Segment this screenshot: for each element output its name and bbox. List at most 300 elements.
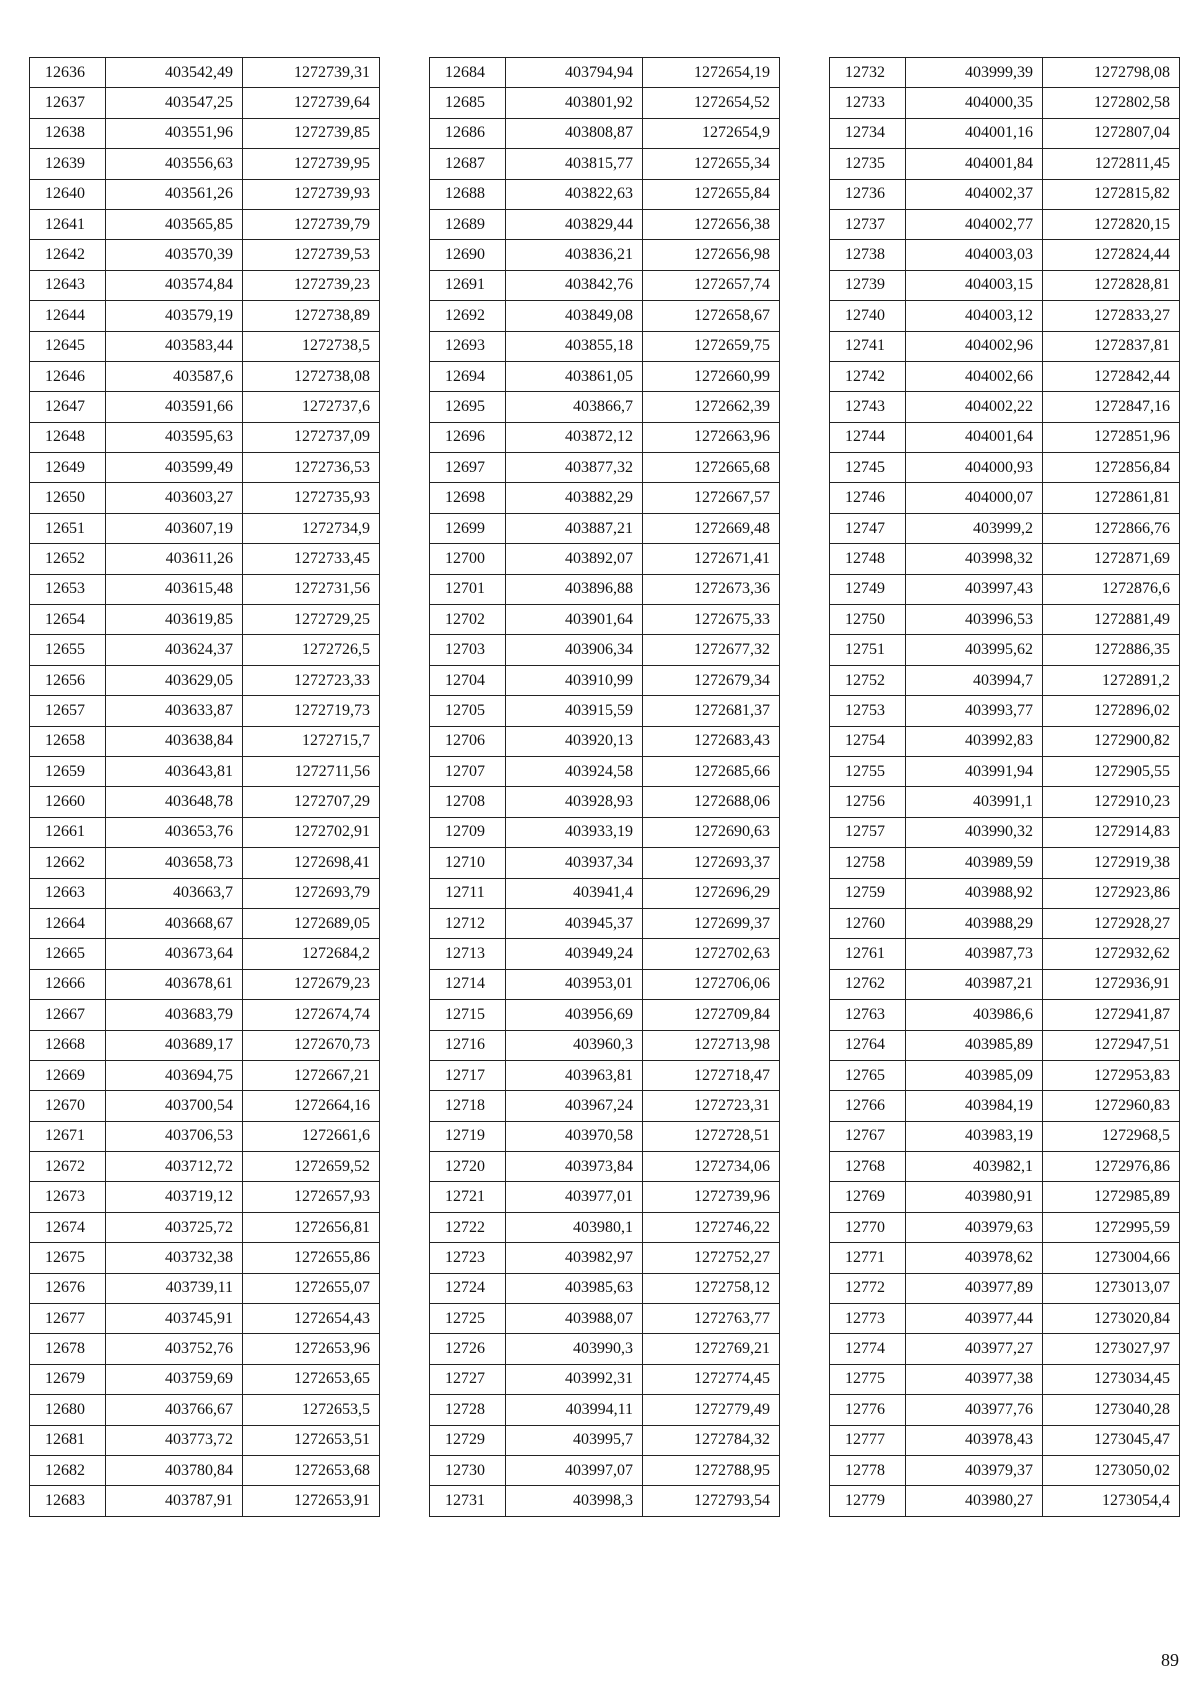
x-coordinate: 403808,87 bbox=[506, 118, 643, 148]
point-number: 12764 bbox=[830, 1030, 906, 1060]
table-row bbox=[430, 1030, 780, 1060]
x-coordinate: 403928,93 bbox=[506, 787, 643, 817]
x-coordinate: 404000,07 bbox=[906, 483, 1043, 513]
x-coordinate: 403990,3 bbox=[506, 1334, 643, 1364]
point-number: 12776 bbox=[830, 1395, 906, 1425]
point-number: 12733 bbox=[830, 88, 906, 118]
y-coordinate: 1272779,49 bbox=[643, 1395, 780, 1425]
table-row bbox=[830, 331, 1180, 361]
x-coordinate: 403872,12 bbox=[506, 422, 643, 452]
y-coordinate: 1272657,74 bbox=[643, 270, 780, 300]
table-row bbox=[830, 301, 1180, 331]
point-number: 12684 bbox=[430, 58, 506, 88]
y-coordinate: 1272715,7 bbox=[243, 726, 380, 756]
y-coordinate: 1272662,39 bbox=[643, 392, 780, 422]
x-coordinate: 403910,99 bbox=[506, 665, 643, 695]
table-row bbox=[30, 58, 380, 88]
x-coordinate: 403759,69 bbox=[106, 1364, 243, 1394]
table-row bbox=[430, 422, 780, 452]
point-number: 12663 bbox=[30, 878, 106, 908]
point-number: 12701 bbox=[430, 574, 506, 604]
y-coordinate: 1272702,91 bbox=[243, 817, 380, 847]
table-row bbox=[830, 453, 1180, 483]
y-coordinate: 1272656,98 bbox=[643, 240, 780, 270]
y-coordinate: 1272698,41 bbox=[243, 848, 380, 878]
point-number: 12751 bbox=[830, 635, 906, 665]
table-row bbox=[430, 270, 780, 300]
point-number: 12655 bbox=[30, 635, 106, 665]
point-number: 12648 bbox=[30, 422, 106, 452]
y-coordinate: 1272713,98 bbox=[643, 1030, 780, 1060]
x-coordinate: 404001,16 bbox=[906, 118, 1043, 148]
table-row bbox=[430, 574, 780, 604]
y-coordinate: 1272671,41 bbox=[643, 544, 780, 574]
y-coordinate: 1272660,99 bbox=[643, 361, 780, 391]
y-coordinate: 1272811,45 bbox=[1043, 149, 1180, 179]
table-row bbox=[830, 574, 1180, 604]
table-row bbox=[430, 878, 780, 908]
point-number: 12703 bbox=[430, 635, 506, 665]
table-row bbox=[30, 878, 380, 908]
x-coordinate: 403822,63 bbox=[506, 179, 643, 209]
x-coordinate: 403977,38 bbox=[906, 1364, 1043, 1394]
x-coordinate: 403801,92 bbox=[506, 88, 643, 118]
x-coordinate: 403933,19 bbox=[506, 817, 643, 847]
x-coordinate: 403619,85 bbox=[106, 605, 243, 635]
x-coordinate: 403678,61 bbox=[106, 969, 243, 999]
point-number: 12695 bbox=[430, 392, 506, 422]
table-row bbox=[30, 422, 380, 452]
table-row bbox=[430, 58, 780, 88]
point-number: 12755 bbox=[830, 756, 906, 786]
x-coordinate: 403945,37 bbox=[506, 908, 643, 938]
x-coordinate: 403574,84 bbox=[106, 270, 243, 300]
point-number: 12728 bbox=[430, 1395, 506, 1425]
y-coordinate: 1272654,9 bbox=[643, 118, 780, 148]
point-number: 12754 bbox=[830, 726, 906, 756]
x-coordinate: 403542,49 bbox=[106, 58, 243, 88]
table-row bbox=[30, 848, 380, 878]
y-coordinate: 1272914,83 bbox=[1043, 817, 1180, 847]
y-coordinate: 1272733,45 bbox=[243, 544, 380, 574]
point-number: 12666 bbox=[30, 969, 106, 999]
point-number: 12686 bbox=[430, 118, 506, 148]
x-coordinate: 403766,67 bbox=[106, 1395, 243, 1425]
table-row bbox=[830, 817, 1180, 847]
table-row bbox=[430, 1121, 780, 1151]
point-number: 12750 bbox=[830, 605, 906, 635]
point-number: 12690 bbox=[430, 240, 506, 270]
table-row bbox=[30, 301, 380, 331]
y-coordinate: 1272707,29 bbox=[243, 787, 380, 817]
x-coordinate: 403855,18 bbox=[506, 331, 643, 361]
point-number: 12727 bbox=[430, 1364, 506, 1394]
y-coordinate: 1272798,08 bbox=[1043, 58, 1180, 88]
point-number: 12753 bbox=[830, 696, 906, 726]
x-coordinate: 403915,59 bbox=[506, 696, 643, 726]
point-number: 12713 bbox=[430, 939, 506, 969]
x-coordinate: 403694,75 bbox=[106, 1060, 243, 1090]
point-number: 12766 bbox=[830, 1091, 906, 1121]
point-number: 12682 bbox=[30, 1455, 106, 1485]
point-number: 12699 bbox=[430, 513, 506, 543]
x-coordinate: 403982,97 bbox=[506, 1243, 643, 1273]
point-number: 12661 bbox=[30, 817, 106, 847]
y-coordinate: 1272856,84 bbox=[1043, 453, 1180, 483]
x-coordinate: 403663,7 bbox=[106, 878, 243, 908]
point-number: 12721 bbox=[430, 1182, 506, 1212]
table-row bbox=[830, 696, 1180, 726]
point-number: 12665 bbox=[30, 939, 106, 969]
table-row bbox=[830, 726, 1180, 756]
table-row bbox=[430, 1334, 780, 1364]
table-row bbox=[830, 118, 1180, 148]
point-number: 12718 bbox=[430, 1091, 506, 1121]
x-coordinate: 403732,38 bbox=[106, 1243, 243, 1273]
table-row bbox=[30, 483, 380, 513]
table-row bbox=[30, 635, 380, 665]
table-row bbox=[830, 392, 1180, 422]
x-coordinate: 403556,63 bbox=[106, 149, 243, 179]
table-row bbox=[430, 696, 780, 726]
table-row bbox=[430, 939, 780, 969]
x-coordinate: 403979,37 bbox=[906, 1455, 1043, 1485]
point-number: 12658 bbox=[30, 726, 106, 756]
x-coordinate: 403984,19 bbox=[906, 1091, 1043, 1121]
point-number: 12645 bbox=[30, 331, 106, 361]
y-coordinate: 1272734,06 bbox=[643, 1152, 780, 1182]
point-number: 12659 bbox=[30, 756, 106, 786]
x-coordinate: 403842,76 bbox=[506, 270, 643, 300]
point-number: 12715 bbox=[430, 1000, 506, 1030]
y-coordinate: 1272699,37 bbox=[643, 908, 780, 938]
table-row bbox=[30, 209, 380, 239]
x-coordinate: 403861,05 bbox=[506, 361, 643, 391]
x-coordinate: 403565,85 bbox=[106, 209, 243, 239]
table-row bbox=[30, 149, 380, 179]
x-coordinate: 403985,09 bbox=[906, 1060, 1043, 1090]
point-number: 12660 bbox=[30, 787, 106, 817]
point-number: 12732 bbox=[830, 58, 906, 88]
x-coordinate: 403949,24 bbox=[506, 939, 643, 969]
table-row bbox=[830, 1091, 1180, 1121]
x-coordinate: 403980,27 bbox=[906, 1486, 1043, 1516]
y-coordinate: 1272995,59 bbox=[1043, 1212, 1180, 1242]
table-row bbox=[430, 301, 780, 331]
point-number: 12747 bbox=[830, 513, 906, 543]
y-coordinate: 1272737,09 bbox=[243, 422, 380, 452]
table-row bbox=[830, 270, 1180, 300]
point-number: 12745 bbox=[830, 453, 906, 483]
x-coordinate: 403633,87 bbox=[106, 696, 243, 726]
y-coordinate: 1272719,73 bbox=[243, 696, 380, 726]
table-row bbox=[830, 1486, 1180, 1516]
table-row bbox=[830, 756, 1180, 786]
point-number: 12704 bbox=[430, 665, 506, 695]
y-coordinate: 1272690,63 bbox=[643, 817, 780, 847]
x-coordinate: 403979,63 bbox=[906, 1212, 1043, 1242]
y-coordinate: 1272664,16 bbox=[243, 1091, 380, 1121]
point-number: 12748 bbox=[830, 544, 906, 574]
y-coordinate: 1273027,97 bbox=[1043, 1334, 1180, 1364]
x-coordinate: 403960,3 bbox=[506, 1030, 643, 1060]
table-row bbox=[430, 1000, 780, 1030]
point-number: 12669 bbox=[30, 1060, 106, 1090]
x-coordinate: 403994,11 bbox=[506, 1395, 643, 1425]
table-row bbox=[830, 179, 1180, 209]
y-coordinate: 1272653,96 bbox=[243, 1334, 380, 1364]
table-row bbox=[430, 118, 780, 148]
table-row bbox=[30, 1091, 380, 1121]
point-number: 12740 bbox=[830, 301, 906, 331]
x-coordinate: 404000,35 bbox=[906, 88, 1043, 118]
table-row bbox=[30, 1060, 380, 1090]
x-coordinate: 403920,13 bbox=[506, 726, 643, 756]
point-number: 12737 bbox=[830, 209, 906, 239]
table-row bbox=[30, 665, 380, 695]
table-row bbox=[430, 1364, 780, 1394]
x-coordinate: 403689,17 bbox=[106, 1030, 243, 1060]
x-coordinate: 403745,91 bbox=[106, 1304, 243, 1334]
y-coordinate: 1272661,6 bbox=[243, 1121, 380, 1151]
table-row bbox=[30, 787, 380, 817]
y-coordinate: 1273054,4 bbox=[1043, 1486, 1180, 1516]
x-coordinate: 403643,81 bbox=[106, 756, 243, 786]
x-coordinate: 403599,49 bbox=[106, 453, 243, 483]
y-coordinate: 1272738,89 bbox=[243, 301, 380, 331]
y-coordinate: 1272667,21 bbox=[243, 1060, 380, 1090]
y-coordinate: 1272658,67 bbox=[643, 301, 780, 331]
table-row bbox=[30, 1395, 380, 1425]
table-row bbox=[430, 605, 780, 635]
table-row bbox=[30, 1152, 380, 1182]
table-row bbox=[430, 483, 780, 513]
table-row bbox=[830, 58, 1180, 88]
x-coordinate: 403615,48 bbox=[106, 574, 243, 604]
table-row bbox=[430, 1091, 780, 1121]
x-coordinate: 404003,12 bbox=[906, 301, 1043, 331]
y-coordinate: 1272728,51 bbox=[643, 1121, 780, 1151]
table-row bbox=[830, 1334, 1180, 1364]
x-coordinate: 404001,84 bbox=[906, 149, 1043, 179]
point-number: 12714 bbox=[430, 969, 506, 999]
x-coordinate: 404001,64 bbox=[906, 422, 1043, 452]
point-number: 12656 bbox=[30, 665, 106, 695]
table-row bbox=[30, 513, 380, 543]
point-number: 12708 bbox=[430, 787, 506, 817]
point-number: 12770 bbox=[830, 1212, 906, 1242]
table-row bbox=[430, 544, 780, 574]
y-coordinate: 1272659,75 bbox=[643, 331, 780, 361]
point-number: 12706 bbox=[430, 726, 506, 756]
point-number: 12730 bbox=[430, 1455, 506, 1485]
x-coordinate: 403993,77 bbox=[906, 696, 1043, 726]
table-row bbox=[830, 1425, 1180, 1455]
y-coordinate: 1272960,83 bbox=[1043, 1091, 1180, 1121]
point-number: 12724 bbox=[430, 1273, 506, 1303]
point-number: 12746 bbox=[830, 483, 906, 513]
point-number: 12710 bbox=[430, 848, 506, 878]
x-coordinate: 403988,29 bbox=[906, 908, 1043, 938]
table-row bbox=[830, 1060, 1180, 1090]
table-row bbox=[430, 361, 780, 391]
y-coordinate: 1272654,43 bbox=[243, 1304, 380, 1334]
y-coordinate: 1272737,6 bbox=[243, 392, 380, 422]
point-number: 12719 bbox=[430, 1121, 506, 1151]
y-coordinate: 1272665,68 bbox=[643, 453, 780, 483]
point-number: 12717 bbox=[430, 1060, 506, 1090]
table-row bbox=[430, 1152, 780, 1182]
x-coordinate: 403980,1 bbox=[506, 1212, 643, 1242]
y-coordinate: 1272802,58 bbox=[1043, 88, 1180, 118]
point-number: 12768 bbox=[830, 1152, 906, 1182]
point-number: 12720 bbox=[430, 1152, 506, 1182]
x-coordinate: 403906,34 bbox=[506, 635, 643, 665]
point-number: 12738 bbox=[830, 240, 906, 270]
table-row bbox=[430, 817, 780, 847]
point-number: 12779 bbox=[830, 1486, 906, 1516]
y-coordinate: 1272718,47 bbox=[643, 1060, 780, 1090]
y-coordinate: 1272663,96 bbox=[643, 422, 780, 452]
x-coordinate: 403937,34 bbox=[506, 848, 643, 878]
table-row bbox=[430, 1060, 780, 1090]
point-number: 12691 bbox=[430, 270, 506, 300]
x-coordinate: 403999,2 bbox=[906, 513, 1043, 543]
point-number: 12726 bbox=[430, 1334, 506, 1364]
point-number: 12639 bbox=[30, 149, 106, 179]
y-coordinate: 1272655,34 bbox=[643, 149, 780, 179]
point-number: 12758 bbox=[830, 848, 906, 878]
x-coordinate: 403987,21 bbox=[906, 969, 1043, 999]
y-coordinate: 1272900,82 bbox=[1043, 726, 1180, 756]
x-coordinate: 403706,53 bbox=[106, 1121, 243, 1151]
point-number: 12771 bbox=[830, 1243, 906, 1273]
table-row bbox=[830, 422, 1180, 452]
y-coordinate: 1272941,87 bbox=[1043, 1000, 1180, 1030]
y-coordinate: 1272673,36 bbox=[643, 574, 780, 604]
table-row bbox=[30, 331, 380, 361]
x-coordinate: 403995,62 bbox=[906, 635, 1043, 665]
point-number: 12697 bbox=[430, 453, 506, 483]
y-coordinate: 1273045,47 bbox=[1043, 1425, 1180, 1455]
point-number: 12644 bbox=[30, 301, 106, 331]
point-number: 12716 bbox=[430, 1030, 506, 1060]
x-coordinate: 403712,72 bbox=[106, 1152, 243, 1182]
x-coordinate: 403994,7 bbox=[906, 665, 1043, 695]
y-coordinate: 1272734,9 bbox=[243, 513, 380, 543]
point-number: 12749 bbox=[830, 574, 906, 604]
y-coordinate: 1272657,93 bbox=[243, 1182, 380, 1212]
x-coordinate: 403561,26 bbox=[106, 179, 243, 209]
table-row bbox=[30, 88, 380, 118]
y-coordinate: 1273034,45 bbox=[1043, 1364, 1180, 1394]
x-coordinate: 403653,76 bbox=[106, 817, 243, 847]
table-row bbox=[430, 969, 780, 999]
point-number: 12757 bbox=[830, 817, 906, 847]
x-coordinate: 403739,11 bbox=[106, 1273, 243, 1303]
point-number: 12756 bbox=[830, 787, 906, 817]
y-coordinate: 1272828,81 bbox=[1043, 270, 1180, 300]
point-number: 12681 bbox=[30, 1425, 106, 1455]
table-row bbox=[830, 544, 1180, 574]
y-coordinate: 1272739,79 bbox=[243, 209, 380, 239]
table-row bbox=[30, 1425, 380, 1455]
point-number: 12735 bbox=[830, 149, 906, 179]
table-row bbox=[430, 1486, 780, 1516]
y-coordinate: 1272653,68 bbox=[243, 1455, 380, 1485]
table-row bbox=[30, 270, 380, 300]
table-row bbox=[30, 118, 380, 148]
x-coordinate: 403998,3 bbox=[506, 1486, 643, 1516]
x-coordinate: 403780,84 bbox=[106, 1455, 243, 1485]
table-row bbox=[830, 1152, 1180, 1182]
point-number: 12723 bbox=[430, 1243, 506, 1273]
table-row bbox=[830, 1364, 1180, 1394]
table-row bbox=[30, 544, 380, 574]
point-number: 12742 bbox=[830, 361, 906, 391]
point-number: 12700 bbox=[430, 544, 506, 574]
table-row bbox=[830, 787, 1180, 817]
y-coordinate: 1272932,62 bbox=[1043, 939, 1180, 969]
y-coordinate: 1272784,32 bbox=[643, 1425, 780, 1455]
point-number: 12649 bbox=[30, 453, 106, 483]
point-number: 12667 bbox=[30, 1000, 106, 1030]
table-row bbox=[30, 1273, 380, 1303]
x-coordinate: 403977,76 bbox=[906, 1395, 1043, 1425]
y-coordinate: 1272847,16 bbox=[1043, 392, 1180, 422]
table-row bbox=[30, 1121, 380, 1151]
x-coordinate: 404003,15 bbox=[906, 270, 1043, 300]
table-row bbox=[30, 1455, 380, 1485]
point-number: 12685 bbox=[430, 88, 506, 118]
y-coordinate: 1272947,51 bbox=[1043, 1030, 1180, 1060]
y-coordinate: 1272739,64 bbox=[243, 88, 380, 118]
x-coordinate: 403629,05 bbox=[106, 665, 243, 695]
y-coordinate: 1272711,56 bbox=[243, 756, 380, 786]
x-coordinate: 403700,54 bbox=[106, 1091, 243, 1121]
x-coordinate: 404002,37 bbox=[906, 179, 1043, 209]
x-coordinate: 403996,53 bbox=[906, 605, 1043, 635]
x-coordinate: 403591,66 bbox=[106, 392, 243, 422]
point-number: 12736 bbox=[830, 179, 906, 209]
x-coordinate: 403991,94 bbox=[906, 756, 1043, 786]
table-row bbox=[430, 149, 780, 179]
x-coordinate: 403683,79 bbox=[106, 1000, 243, 1030]
x-coordinate: 403773,72 bbox=[106, 1425, 243, 1455]
y-coordinate: 1272905,55 bbox=[1043, 756, 1180, 786]
point-number: 12653 bbox=[30, 574, 106, 604]
x-coordinate: 403953,01 bbox=[506, 969, 643, 999]
y-coordinate: 1273013,07 bbox=[1043, 1273, 1180, 1303]
table-row bbox=[30, 1304, 380, 1334]
x-coordinate: 403973,84 bbox=[506, 1152, 643, 1182]
y-coordinate: 1272706,06 bbox=[643, 969, 780, 999]
table-row bbox=[430, 787, 780, 817]
x-coordinate: 403988,92 bbox=[906, 878, 1043, 908]
table-row bbox=[830, 1000, 1180, 1030]
x-coordinate: 403901,64 bbox=[506, 605, 643, 635]
y-coordinate: 1272739,85 bbox=[243, 118, 380, 148]
y-coordinate: 1272833,27 bbox=[1043, 301, 1180, 331]
y-coordinate: 1272684,2 bbox=[243, 939, 380, 969]
table-row bbox=[430, 1395, 780, 1425]
y-coordinate: 1272739,31 bbox=[243, 58, 380, 88]
x-coordinate: 403603,27 bbox=[106, 483, 243, 513]
y-coordinate: 1272729,25 bbox=[243, 605, 380, 635]
y-coordinate: 1272656,38 bbox=[643, 209, 780, 239]
table-row bbox=[830, 1304, 1180, 1334]
y-coordinate: 1272654,52 bbox=[643, 88, 780, 118]
